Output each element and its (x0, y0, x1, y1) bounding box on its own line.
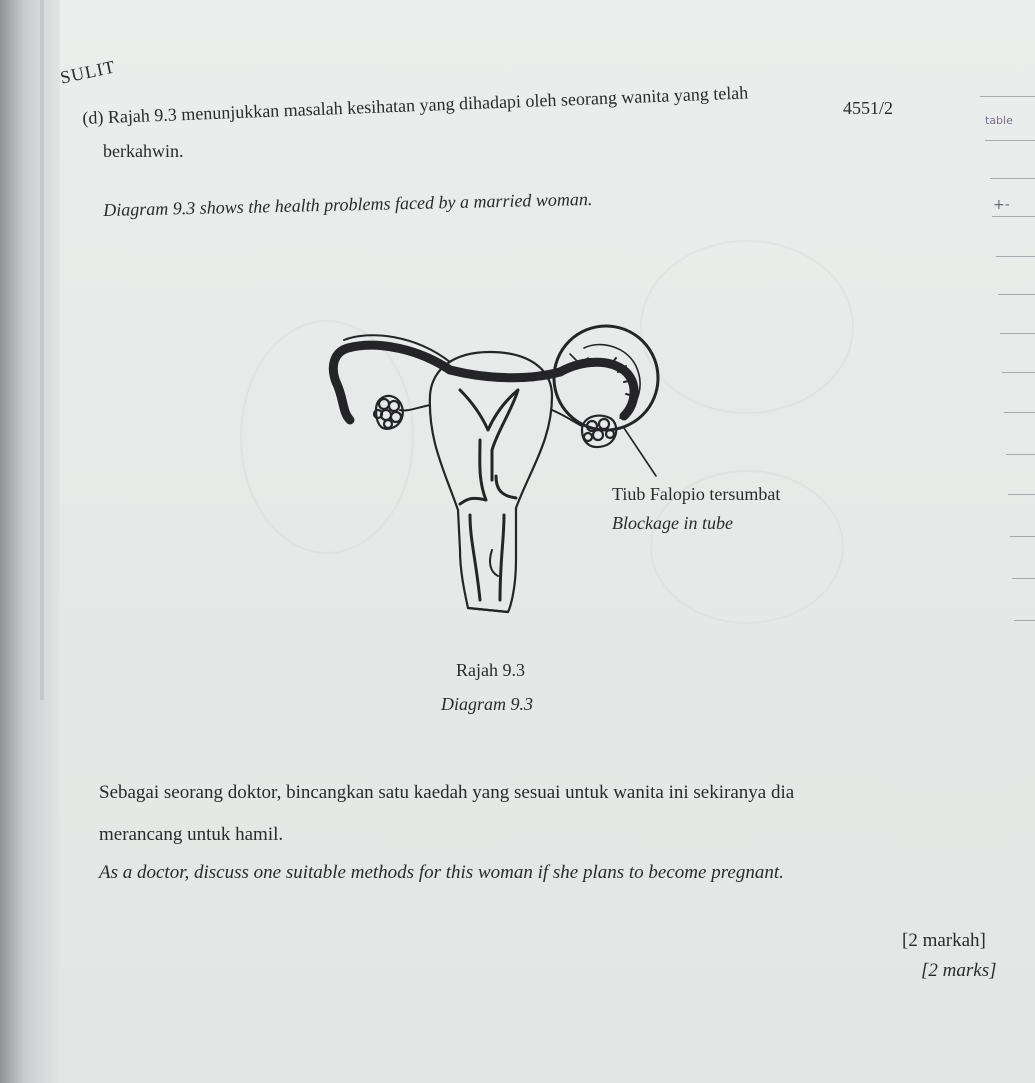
margin-line (1006, 454, 1035, 455)
margin-line (998, 294, 1035, 295)
diagram-label-ms: Tiub Falopio tersumbat (612, 484, 781, 504)
margin-line (1000, 333, 1035, 334)
margin-line (1014, 620, 1035, 621)
margin-line (1012, 578, 1035, 579)
margin-line (1010, 536, 1035, 537)
paper-code: 4551/2 (843, 98, 894, 118)
margin-line (1008, 494, 1035, 495)
margin-mark: +- (993, 197, 1010, 213)
prompt-ms: Sebagai seorang doktor, bincangkan satu kaedah yang sesuai untuk wanita ini sekiranya dia (99, 782, 795, 803)
figure-caption-ms: Rajah 9.3 (456, 660, 525, 680)
marks-ms: [2 markah] (902, 930, 986, 951)
prompt-en: As a doctor, discuss one suitable methods for this woman if she plans to become pregnant. (99, 862, 784, 883)
book-binding (0, 0, 60, 1083)
margin-line (1002, 372, 1035, 373)
margin-line (992, 216, 1035, 217)
margin-line (985, 140, 1035, 141)
figure-caption-en: Diagram 9.3 (441, 694, 534, 714)
uterus-diagram (320, 300, 680, 620)
prompt-ms-cont: merancang untuk hamil. (99, 824, 284, 845)
margin-line (996, 256, 1035, 257)
question-text-ms-cont: berkahwin. (103, 141, 184, 161)
margin-line (980, 96, 1035, 97)
sulit-stamp: SULIT (58, 56, 118, 88)
margin-note: table (985, 114, 1013, 127)
diagram-label-en: Blockage in tube (612, 513, 733, 533)
question-text-ms: (d) Rajah 9.3 menunjukkan masalah kesihatan yang dihadapi oleh seorang wanita yang telah (82, 82, 749, 128)
question-text-en: Diagram 9.3 shows the health problems faced by a married woman. (103, 188, 593, 220)
margin-line (1004, 412, 1035, 413)
marks-en: [2 marks] (921, 960, 997, 981)
page-edge (40, 0, 44, 700)
margin-line (990, 178, 1035, 179)
